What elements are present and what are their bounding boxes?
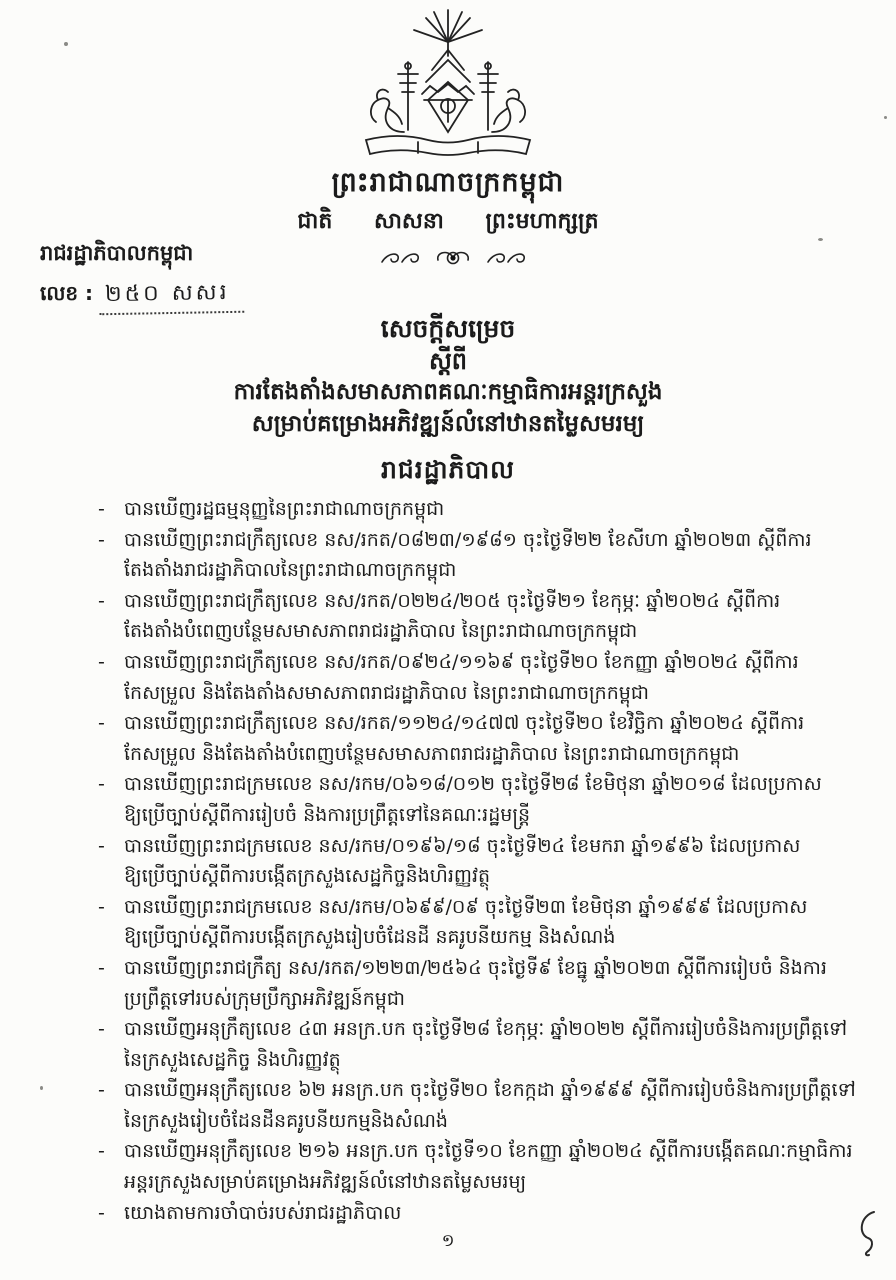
scan-speck (818, 238, 823, 241)
scan-speck (40, 1086, 43, 1090)
subject-line-1: ការតែងតាំងសមាសភាពគណៈកម្មាធិការអន្តរក្រសួង (233, 379, 663, 405)
citation-text-line: នៃក្រសួងសេដ្ឋកិច្ច និងហិរញ្ញវត្ថុ (124, 1048, 341, 1071)
citation-text-line: ឱ្យប្រើច្បាប់ស្តីពីការបង្កើតក្រសួងរៀបចំដែនដី នគរូបនីយកម្ម និងសំណង់ (124, 926, 616, 949)
page-number: ១ (441, 1231, 455, 1251)
bullet-dash: - (98, 834, 105, 857)
bullet-dash: - (98, 1079, 105, 1102)
bullet-dash: - (98, 589, 105, 612)
bullet-dash: - (98, 1018, 105, 1041)
citation-text-line: បានឃើញព្រះរាជក្រឹត្យលេខ នស/រកត/០២២៤/២០៥ ចុះថ្ងៃទី២១ ខែកុម្ភៈ ឆ្នាំ២០២៤ ស្តីពីការ (124, 589, 781, 612)
bullet-dash: - (98, 650, 105, 673)
list-item (98, 1075, 878, 1136)
list-item (98, 586, 878, 647)
list-item (98, 494, 878, 525)
citation-text-line: បានឃើញព្រះរាជក្រឹត្យលេខ នស/រកត/០៩២៤/១១៦៩ ចុះថ្ងៃទី២០ ខែកញ្ញា ឆ្នាំ២០២៤ ស្តីពីការ (124, 650, 799, 673)
scan-speck (64, 42, 68, 46)
list-item (98, 1136, 878, 1197)
bullet-dash: - (98, 773, 105, 796)
citation-text-line: ឱ្យប្រើច្បាប់ស្តីពីការរៀបចំ និងការប្រព្រឹត្តទៅនៃគណៈរដ្ឋមន្ត្រី (124, 803, 531, 826)
citation-text-line: យោងតាមការចាំបាច់របស់រាជរដ្ឋាភិបាល (124, 1201, 402, 1224)
list-item (98, 953, 878, 1014)
handwritten-corner-mark-icon (854, 1208, 880, 1260)
citation-text-line: បានឃើញរដ្ឋធម្មនុញ្ញនៃព្រះរាជាណាចក្រកម្ពុជា (124, 498, 445, 520)
list-item (98, 1014, 878, 1075)
bullet-dash: - (98, 528, 105, 551)
citation-text-line: បានឃើញអនុក្រឹត្យលេខ ២១៦ អនក្រ.បក ចុះថ្ងៃទី១០ ខែកញ្ញា ឆ្នាំ២០២៤ ស្តីពីការបង្កើតគណៈកម្មាធិការ (124, 1140, 853, 1163)
bullet-dash: - (98, 712, 105, 735)
document-number-label: លេខ : (40, 281, 94, 305)
bullet-dash: - (98, 1140, 105, 1163)
scan-speck (884, 116, 887, 119)
list-item (98, 708, 878, 769)
reference-block (40, 240, 340, 314)
citation-text-line: បានឃើញព្រះរាជក្រមលេខ នស/រកម/០៦១៨/០១២ ចុះថ្ងៃទី២៨ ខែមិថុនា ឆ្នាំ២០១៨ ដែលប្រកាស (124, 773, 822, 796)
list-item (98, 525, 878, 586)
subject-on-label: ស្តីពី (428, 347, 468, 375)
citation-text-line: បានឃើញអនុក្រឹត្យលេខ ៤៣ អនក្រ.បក ចុះថ្ងៃទី២៨ ខែកុម្ភៈ ឆ្នាំ២០២២ ស្តីពីការរៀបចំនិងការប្រព្រឹត្តទៅ (124, 1018, 848, 1041)
citation-text-line: នៃក្រសួងរៀបចំដែនដីនគរូបនីយកម្មនិងសំណង់ (124, 1109, 448, 1132)
subject-line-2: សម្រាប់គម្រោងអភិវឌ្ឍន៍លំនៅឋានតម្លៃសមរម្យ (251, 411, 645, 437)
citation-text-line: បានឃើញព្រះរាជក្រឹត្យលេខ នស/រកត/០៨២៣/១៩៨១ ចុះថ្ងៃទី២២ ខែសីហា ឆ្នាំ២០២៣ ស្តីពីការ (124, 528, 812, 551)
citation-text-line: ឱ្យប្រើច្បាប់ស្តីពីការបង្កើតក្រសួងសេដ្ឋកិច្ចនិងហិរញ្ញវត្ថុ (124, 865, 491, 888)
citation-text-line: កែសម្រួល និងតែងតាំងបំពេញបន្ថែមសមាសភាពរាជរដ្ឋាភិបាល នៃព្រះរាជាណាចក្រកម្ពុជា (124, 742, 740, 765)
citation-text-line: តែងតាំងរាជរដ្ឋាភិបាលនៃព្រះរាជាណាចក្រកម្ពុជា (124, 559, 457, 582)
citation-text-line: តែងតាំងបំពេញបន្ថែមសមាសភាពរាជរដ្ឋាភិបាល នៃព្រះរាជាណាចក្រកម្ពុជា (124, 620, 638, 643)
document-type-title: សេចក្តីសម្រេច (380, 314, 516, 343)
document-number-row (40, 279, 340, 314)
list-item (98, 1198, 878, 1229)
citation-text-line: បានឃើញព្រះរាជក្រមលេខ នស/រកម/០១៩៦/១៨ ចុះថ្ងៃទី២៤ ខែមករា ឆ្នាំ១៩៩៦ ដែលប្រកាស (124, 834, 801, 857)
list-item (98, 831, 878, 892)
document-number-handwritten: ២៥០ សសរ (99, 278, 244, 316)
citation-text-line: អន្តរក្រសួងសម្រាប់គម្រោងអភិវឌ្ឍន៍លំនៅឋានតម្លៃសមរម្យ (124, 1171, 527, 1194)
citation-list (98, 494, 878, 1228)
kingdom-title: ព្រះរាជាណាចក្រកម្ពុជា (331, 167, 565, 198)
list-item (98, 647, 878, 708)
citation-text-line: បានឃើញព្រះរាជក្រឹត្យលេខ នស/រកត/១១២៤/១៤៧៧ ចុះថ្ងៃទី២០ ខែវិច្ឆិកា ឆ្នាំ២០២៤ ស្តីពីការ (124, 712, 805, 735)
list-item (98, 892, 878, 953)
bullet-dash: - (98, 1201, 105, 1224)
national-motto: ជាតិ សាសនា ព្រះមហាក្សត្រ (297, 209, 599, 234)
royal-arms-icon (348, 4, 548, 162)
list-item (98, 769, 878, 830)
citation-text-line: បានឃើញអនុក្រឹត្យលេខ ៦២ អនក្រ.បក ចុះថ្ងៃទី២០ ខែកក្កដា ឆ្នាំ១៩៩៩ ស្តីពីការរៀបចំនិងការប្រព្រឹត្តទៅ (124, 1079, 856, 1102)
citation-text-line: បានឃើញព្រះរាជក្រមលេខ នស/រកម/០៦៩៩/០៩ ចុះថ្ងៃទី២៣ ខែមិថុនា ឆ្នាំ១៩៩៩ ដែលប្រកាស (124, 895, 808, 918)
section-heading: រាជរដ្ឋាភិបាល (381, 455, 515, 484)
royal-arms-of-cambodia-emblem (348, 4, 548, 162)
bullet-dash: - (98, 895, 105, 918)
citation-text-line: កែសម្រួល និងតែងតាំងសមាសភាពរាជរដ្ឋាភិបាល នៃព្រះរាជាណាចក្រកម្ពុជា (124, 681, 649, 704)
issuer-name: រាជរដ្ឋាភិបាលកម្ពុជា (40, 241, 194, 265)
citation-text-line: ប្រព្រឹត្តទៅរបស់ក្រុមប្រឹក្សាអភិវឌ្ឍន៍កម្ពុជា (124, 987, 405, 1010)
bullet-dash: - (98, 956, 105, 979)
bullet-dash: - (98, 498, 105, 520)
citation-text-line: បានឃើញព្រះរាជក្រឹត្យ នស/រកត/១២២៣/២៥៦៤ ចុះថ្ងៃទី៩ ខែធ្នូ ឆ្នាំ២០២៣ ស្តីពីការរៀបចំ និងការ (124, 956, 827, 979)
floral-divider-icon (378, 248, 528, 268)
